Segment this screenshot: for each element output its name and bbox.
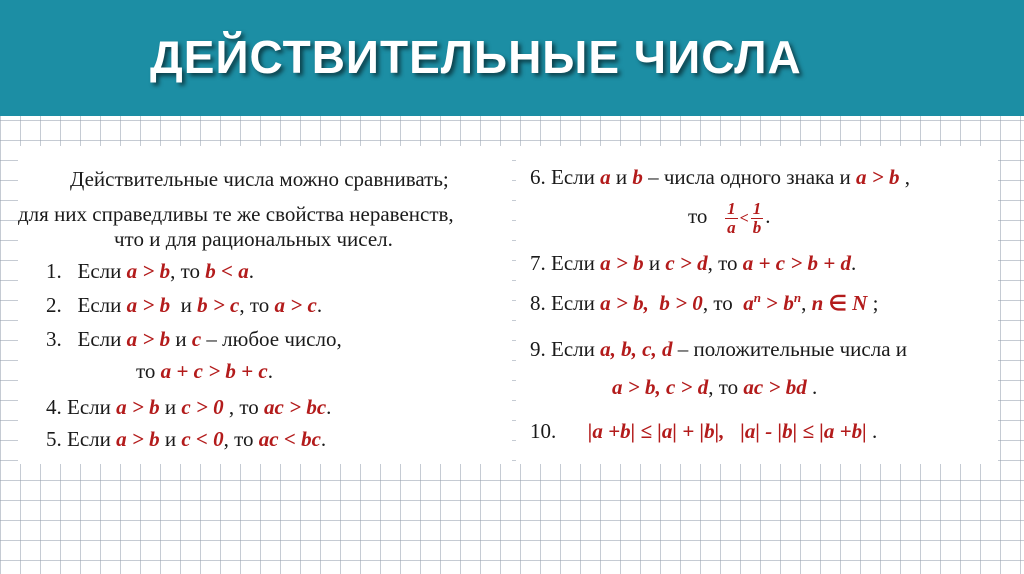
fraction-1-over-a (725, 200, 738, 237)
punct: . (326, 395, 332, 419)
then-word: , то (707, 251, 738, 275)
condition-2: c > 0 (181, 395, 224, 419)
property-3-cont (136, 358, 273, 384)
property-9-cont (612, 374, 817, 400)
same-sign-text: – числа одного знака и (648, 165, 851, 189)
property-7 (530, 250, 856, 276)
and-word: и (615, 165, 628, 189)
punct: , (801, 291, 807, 315)
punct: . (248, 259, 254, 283)
item-number: 10. (530, 419, 557, 443)
numerator: 1 (752, 198, 762, 218)
if-word: Если (551, 251, 595, 275)
punct: , (904, 165, 910, 189)
property-5 (46, 426, 326, 452)
numerator: 1 (727, 198, 736, 218)
if-word: Если (77, 259, 122, 283)
property-2 (46, 292, 322, 318)
property-9 (530, 336, 907, 362)
denominator: a (727, 217, 736, 237)
variable-a: a (600, 165, 611, 189)
condition-1: a > b, (600, 291, 649, 315)
item-number: 2. (46, 293, 62, 317)
property-6-cont (688, 194, 771, 241)
punct: . (316, 293, 323, 317)
condition: a > b (126, 259, 171, 283)
triangle-inequality: |a +b| ≤ |a| + |b|, (587, 419, 725, 443)
condition-1: a > b (600, 251, 644, 275)
punct: ; (872, 291, 879, 315)
item-number: 3. (46, 327, 62, 351)
and-word: и (175, 327, 187, 351)
base: a (743, 291, 754, 315)
punct: . (811, 375, 818, 399)
if-word: Если (551, 165, 595, 189)
condition-2: c > d (665, 251, 708, 275)
less-than: < (739, 210, 749, 227)
then-word: то (688, 204, 708, 228)
punct: . (871, 419, 878, 443)
any-number-text: – любое число, (206, 327, 342, 351)
exponent: n (793, 290, 802, 305)
variable-c: c (191, 327, 202, 351)
intro-line-3: что и для рациональных чисел. (114, 227, 393, 251)
property-6 (530, 164, 910, 190)
property-10 (530, 418, 877, 444)
item-number: 8. (530, 291, 546, 315)
condition: a > b (856, 165, 900, 189)
condition-2: c < 0 (181, 427, 224, 451)
then-word: , то (239, 293, 270, 317)
result: ac > bc (264, 395, 327, 419)
if-word: Если (77, 293, 122, 317)
header-bar (0, 0, 1024, 116)
property-4 (46, 394, 331, 420)
result: ac < bc (258, 427, 321, 451)
result: a > c (274, 293, 317, 317)
greater-than: > (766, 291, 779, 315)
if-word: Если (551, 291, 595, 315)
result: ac > bd (743, 375, 807, 399)
punct: . (267, 359, 273, 383)
intro-line-2: для них справедливы те же свойства неравенств, (18, 202, 454, 226)
base: b (783, 291, 794, 315)
condition-1: a > b (126, 293, 171, 317)
conditions: a > b, c > d (612, 375, 709, 399)
right-panel (516, 146, 998, 464)
punct: . (320, 427, 327, 451)
result: b < a (205, 259, 249, 283)
result: a + c > b + d (742, 251, 852, 275)
element-of: ∈ (828, 291, 847, 315)
property-3 (46, 326, 342, 352)
then-word: , то (170, 259, 200, 283)
then-word: , то (228, 395, 259, 419)
power-a-n (743, 291, 761, 315)
if-word: Если (77, 327, 122, 351)
item-number: 5. (46, 427, 62, 451)
denominator: b (752, 217, 762, 237)
result: a + c > b + c (160, 359, 268, 383)
punct: . (851, 251, 857, 275)
and-word: и (180, 293, 192, 317)
fraction-1-over-b (751, 200, 764, 237)
power-b-n (783, 291, 801, 315)
intro-line-1: Действительные числа можно сравнивать; (70, 167, 449, 191)
and-word: и (164, 395, 177, 419)
then-word: , то (223, 427, 254, 451)
condition-2: b > c (197, 293, 240, 317)
condition-1: a > b (126, 327, 171, 351)
natural-numbers: N (852, 291, 868, 315)
item-number: 4. (46, 395, 62, 419)
punct: . (765, 204, 771, 228)
left-panel (18, 146, 512, 464)
then-word: то (136, 359, 156, 383)
reverse-triangle-inequality: |a| - |b| ≤ |a +b| (740, 419, 867, 443)
variables: a, b, c, d (600, 337, 673, 361)
property-8 (530, 290, 878, 316)
item-number: 9. (530, 337, 546, 361)
if-word: Если (551, 337, 595, 361)
variable-n: n (811, 291, 824, 315)
condition-1: a > b (116, 395, 160, 419)
condition-1: a > b (116, 427, 160, 451)
then-word: , то (702, 291, 733, 315)
and-word: и (164, 427, 177, 451)
variable-b: b (632, 165, 643, 189)
if-word: Если (67, 427, 111, 451)
if-word: Если (67, 395, 111, 419)
property-1 (46, 258, 254, 284)
page-title: ДЕЙСТВИТЕЛЬНЫЕ ЧИСЛА (150, 31, 802, 83)
item-number: 6. (530, 165, 546, 189)
item-number: 7. (530, 251, 546, 275)
then-word: , то (708, 375, 739, 399)
and-word: и (648, 251, 661, 275)
exponent: n (753, 290, 761, 305)
positive-text: – положительные числа и (677, 337, 908, 361)
item-number: 1. (46, 259, 62, 283)
condition-2: b > 0 (659, 291, 703, 315)
